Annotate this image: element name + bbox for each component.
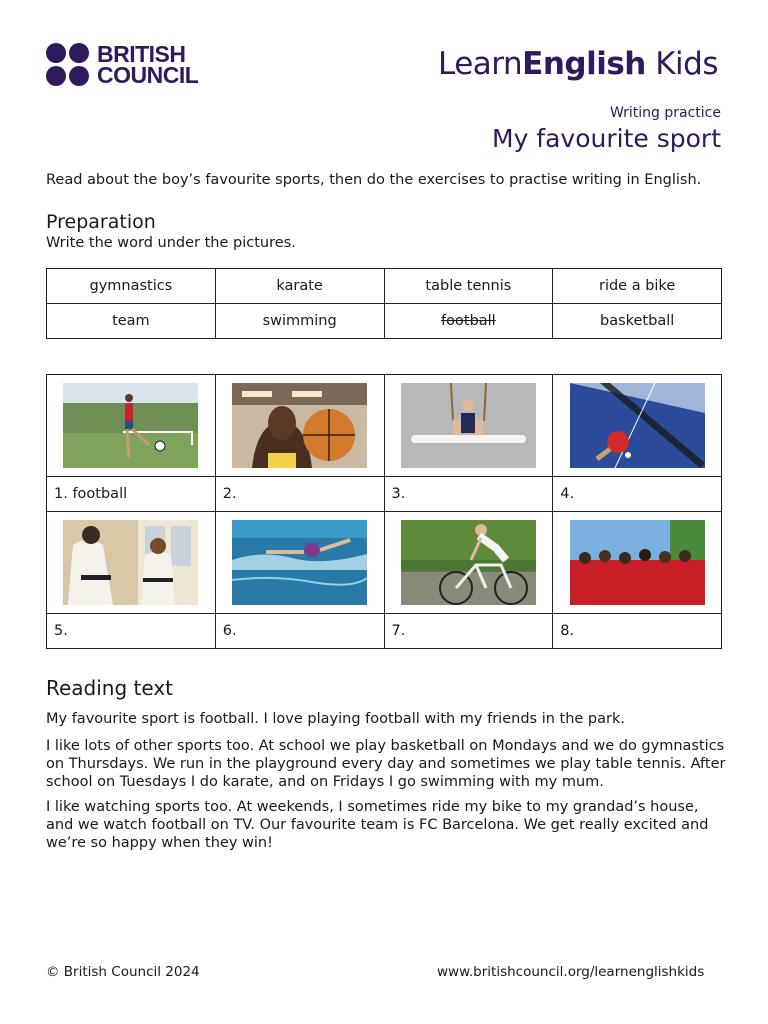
picture-cell <box>553 512 722 614</box>
preparation-instruction: Write the word under the pictures. <box>46 235 296 251</box>
word-cell: basketball <box>553 304 722 339</box>
reading-paragraph-2: I like lots of other sports too. At school we play basketball on Mondays and we do gymnastics on Thursdays. We run in the playground every day and sometimes we play table tennis. After school on Tuesdays I do karate, and on Fridays I go swimming with my mum. <box>46 738 726 790</box>
picture-cell <box>553 375 722 477</box>
reading-paragraph-1: My favourite sport is football. I love playing football with my friends in the park. <box>46 711 625 727</box>
picture-cell <box>215 375 384 477</box>
football-photo <box>63 383 198 468</box>
picture-label: 8. <box>553 614 722 649</box>
label-row <box>47 477 722 512</box>
swimming-photo <box>232 520 367 605</box>
british-council-logo <box>46 40 199 88</box>
logo-dots-icon <box>46 43 89 86</box>
word-cell: karate <box>215 269 384 304</box>
footer-url[interactable]: www.britishcouncil.org/learnenglishkids <box>437 964 705 980</box>
picture-cell <box>215 512 384 614</box>
picture-cell <box>47 512 216 614</box>
word-cell: swimming <box>215 304 384 339</box>
preparation-heading: Preparation <box>46 211 156 233</box>
basketball-photo <box>232 383 367 468</box>
picture-label: 4. <box>553 477 722 512</box>
intro-text: Read about the boy’s favourite sports, then do the exercises to practise writing in English. <box>46 172 702 188</box>
logo-text: BRITISH COUNCIL <box>97 40 199 88</box>
word-cell: team <box>47 304 216 339</box>
picture-label: 7. <box>384 614 553 649</box>
picture-cell <box>384 375 553 477</box>
label-row <box>47 614 722 649</box>
picture-label: 2. <box>215 477 384 512</box>
word-bank-table <box>46 268 722 339</box>
table-tennis-photo <box>570 383 705 468</box>
team-photo <box>570 520 705 605</box>
cycling-photo <box>401 520 536 605</box>
word-cell: table tennis <box>384 269 553 304</box>
picture-label: 3. <box>384 477 553 512</box>
footer-copyright: © British Council 2024 <box>46 964 200 980</box>
picture-row <box>47 375 722 477</box>
karate-photo <box>63 520 198 605</box>
picture-cell <box>47 375 216 477</box>
reading-heading: Reading text <box>46 676 174 700</box>
page-title: My favourite sport <box>492 124 721 153</box>
word-cell-used: football <box>384 304 553 339</box>
word-cell: gymnastics <box>47 269 216 304</box>
picture-label: 6. <box>215 614 384 649</box>
word-bank-row <box>47 269 722 304</box>
picture-cell <box>384 512 553 614</box>
picture-label: 5. <box>47 614 216 649</box>
picture-row <box>47 512 722 614</box>
learnenglish-kids-logo: LearnEnglish Kids <box>438 46 718 82</box>
word-cell: ride a bike <box>553 269 722 304</box>
picture-label: 1. football <box>47 477 216 512</box>
gymnastics-photo <box>401 383 536 468</box>
section-kicker: Writing practice <box>609 105 721 121</box>
word-bank-row <box>47 304 722 339</box>
pictures-table <box>46 374 722 649</box>
reading-paragraph-3: I like watching sports too. At weekends, I sometimes ride my bike to my grandad’s house, and we watch football on TV. Our favourite team is FC Barcelona. We get really excited and we’re so happy when they win! <box>46 799 709 851</box>
